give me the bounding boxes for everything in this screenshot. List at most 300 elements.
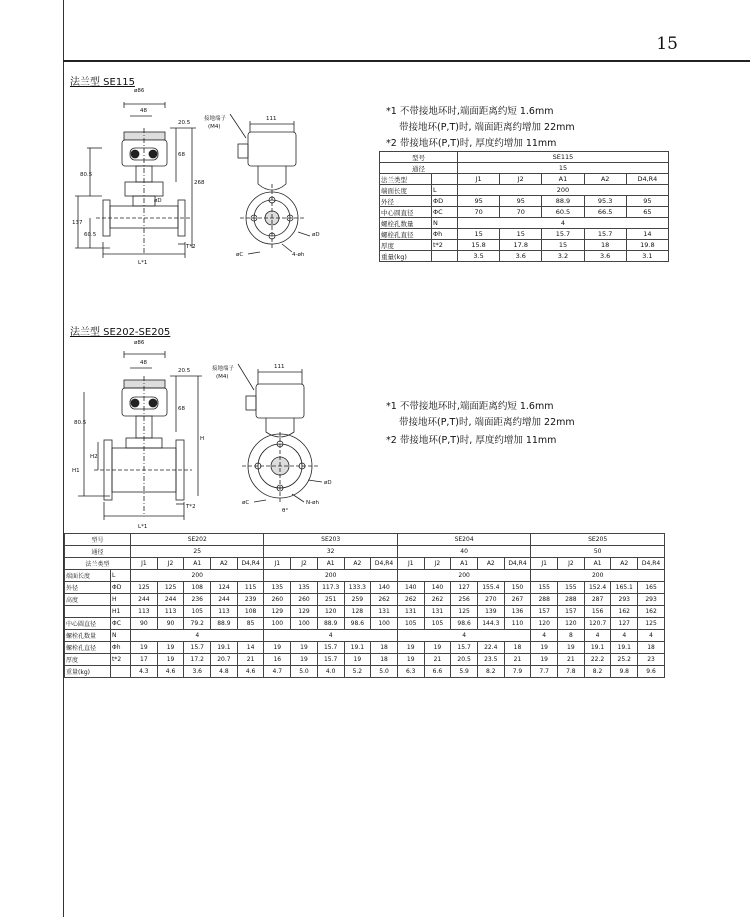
table-cell: 200 bbox=[131, 570, 264, 582]
table-cell: 18 bbox=[584, 240, 626, 251]
table-cell: 144.3 bbox=[477, 618, 504, 630]
row-label: 外径 bbox=[65, 582, 111, 594]
table-cell: 270 bbox=[477, 594, 504, 606]
dim2-h1: H1 bbox=[72, 468, 80, 474]
dim2-d86: ø86 bbox=[134, 340, 145, 346]
table-cell: 100 bbox=[371, 618, 398, 630]
table-cell: 4.8 bbox=[211, 666, 238, 678]
se115-spec-table bbox=[379, 151, 669, 262]
table-cell: 19 bbox=[264, 642, 291, 654]
table-cell: 113 bbox=[211, 606, 238, 618]
row-symbol: ΦD bbox=[432, 196, 458, 207]
table-cell: 293 bbox=[638, 594, 665, 606]
row-label: 螺栓孔直径 bbox=[65, 642, 111, 654]
table-cell: 7.9 bbox=[504, 666, 531, 678]
table-cell: 5.0 bbox=[291, 666, 318, 678]
row-label: 型号 bbox=[380, 152, 458, 163]
row-label: 法兰类型 bbox=[65, 558, 131, 570]
table-cell: 3.5 bbox=[458, 251, 500, 262]
table-cell: 4.0 bbox=[317, 666, 344, 678]
flange-type: A2 bbox=[477, 558, 504, 570]
table-cell: 19 bbox=[531, 642, 558, 654]
table-cell: 98.6 bbox=[451, 618, 478, 630]
table-cell: 288 bbox=[558, 594, 585, 606]
table-cell: 260 bbox=[291, 594, 318, 606]
table-cell: 260 bbox=[264, 594, 291, 606]
table-row bbox=[380, 196, 669, 207]
table-cell: 120 bbox=[531, 618, 558, 630]
note2-1: *1 不带接地环时,端面距离约短 1.6mm bbox=[386, 401, 554, 412]
flange-type: A2 bbox=[611, 558, 638, 570]
flange-type: J2 bbox=[558, 558, 585, 570]
table-cell: 4.6 bbox=[157, 666, 184, 678]
table-cell: 105 bbox=[397, 618, 424, 630]
dim2-od: øD bbox=[324, 480, 332, 486]
table-cell: 66.5 bbox=[584, 207, 626, 218]
label2-m4: (M4) bbox=[216, 374, 229, 380]
model-header: SE202 bbox=[131, 534, 264, 546]
table-row bbox=[380, 218, 669, 229]
note2-3: *2 带接地环(P,T)时, 厚度约增加 11mm bbox=[386, 435, 557, 446]
table-cell: 15 bbox=[500, 229, 542, 240]
table-cell: 19 bbox=[291, 642, 318, 654]
table-cell: 135 bbox=[264, 582, 291, 594]
row-label: 中心圆直径 bbox=[380, 207, 432, 218]
table-cell: 19 bbox=[291, 654, 318, 666]
table-cell: 19 bbox=[157, 642, 184, 654]
table-cell: 200 bbox=[531, 570, 665, 582]
table-cell: 200 bbox=[264, 570, 397, 582]
flange-type: J2 bbox=[291, 558, 318, 570]
dim2-h2: H2 bbox=[90, 454, 98, 460]
table-cell: 95 bbox=[458, 196, 500, 207]
table-cell: A2 bbox=[584, 174, 626, 185]
dim2-20-5: 20.5 bbox=[178, 368, 191, 374]
table-cell: 236 bbox=[184, 594, 211, 606]
table-cell: SE115 bbox=[458, 152, 669, 163]
table-cell: 262 bbox=[397, 594, 424, 606]
row-symbol: t*2 bbox=[111, 654, 131, 666]
table-cell: 162 bbox=[611, 606, 638, 618]
table-cell: 100 bbox=[291, 618, 318, 630]
flange-type: D4,R4 bbox=[504, 558, 531, 570]
model-header: SE203 bbox=[264, 534, 397, 546]
dim-60-5: 60.5 bbox=[84, 232, 97, 238]
table-cell: 287 bbox=[584, 594, 611, 606]
table-cell: 8.2 bbox=[477, 666, 504, 678]
table-cell: 95.3 bbox=[584, 196, 626, 207]
note-1: *1 不带接地环时,端面距离约短 1.6mm bbox=[386, 106, 554, 117]
table-cell: 157 bbox=[531, 606, 558, 618]
table-cell: 108 bbox=[184, 582, 211, 594]
dim-80-5: 80.5 bbox=[80, 172, 93, 178]
table-cell: 262 bbox=[424, 594, 451, 606]
table-cell: 17.2 bbox=[184, 654, 211, 666]
table-row bbox=[380, 251, 669, 262]
table-cell: 3.6 bbox=[500, 251, 542, 262]
table-cell: 155 bbox=[558, 582, 585, 594]
table-cell: 95 bbox=[626, 196, 668, 207]
table-cell: 113 bbox=[131, 606, 158, 618]
table-cell: 3.2 bbox=[542, 251, 584, 262]
row-label: 螺栓孔直径 bbox=[380, 229, 432, 240]
table-cell: 139 bbox=[477, 606, 504, 618]
table-row bbox=[65, 558, 665, 570]
dim2-68: 68 bbox=[178, 406, 185, 412]
table-cell: 18 bbox=[371, 642, 398, 654]
table-cell: 244 bbox=[211, 594, 238, 606]
table-cell: 19.1 bbox=[344, 642, 371, 654]
flange-type: D4,R4 bbox=[237, 558, 264, 570]
table-cell: 19.1 bbox=[211, 642, 238, 654]
table-row bbox=[65, 666, 665, 678]
dim-t2: T*2 bbox=[186, 244, 196, 250]
table-cell: 19 bbox=[131, 642, 158, 654]
table-cell: 105 bbox=[424, 618, 451, 630]
label-ground-terminal: 接地端子 bbox=[204, 116, 227, 122]
table-cell: 251 bbox=[317, 594, 344, 606]
table-cell: D4,R4 bbox=[626, 174, 668, 185]
table-cell: 127 bbox=[611, 618, 638, 630]
table-cell: 125 bbox=[157, 582, 184, 594]
table-cell: A1 bbox=[542, 174, 584, 185]
dim-l1: L*1 bbox=[138, 260, 148, 266]
table-cell: 288 bbox=[531, 594, 558, 606]
table-cell: 7.8 bbox=[558, 666, 585, 678]
page-number: 15 bbox=[656, 34, 678, 54]
table-cell: 4 bbox=[458, 218, 669, 229]
table-cell: 157 bbox=[558, 606, 585, 618]
table-cell: 79.2 bbox=[184, 618, 211, 630]
table-cell: 131 bbox=[424, 606, 451, 618]
table-row bbox=[380, 229, 669, 240]
table-cell: 18 bbox=[638, 642, 665, 654]
table-cell: 21 bbox=[504, 654, 531, 666]
table-cell: 110 bbox=[504, 618, 531, 630]
table-cell: 3.6 bbox=[584, 251, 626, 262]
table-cell: 4 bbox=[611, 630, 638, 642]
row-label: 高度 bbox=[65, 594, 111, 606]
table-row bbox=[380, 152, 669, 163]
table-cell: 4.3 bbox=[131, 666, 158, 678]
row-label: 厚度 bbox=[65, 654, 111, 666]
table-cell: 9.6 bbox=[638, 666, 665, 678]
row-symbol: ΦC bbox=[432, 207, 458, 218]
table-cell: 23.5 bbox=[477, 654, 504, 666]
table-cell: 131 bbox=[397, 606, 424, 618]
table-cell: 4 bbox=[264, 630, 397, 642]
table-cell: 17.8 bbox=[500, 240, 542, 251]
table-row bbox=[65, 594, 665, 606]
table-cell: 125 bbox=[131, 582, 158, 594]
table-cell: 15.8 bbox=[458, 240, 500, 251]
table-cell: 129 bbox=[264, 606, 291, 618]
table-cell: 156 bbox=[584, 606, 611, 618]
table-cell: 244 bbox=[157, 594, 184, 606]
table-cell: 120 bbox=[317, 606, 344, 618]
table-cell: 125 bbox=[451, 606, 478, 618]
row-label: 中心圆直径 bbox=[65, 618, 111, 630]
dim-268: 268 bbox=[194, 180, 205, 186]
row-label: 重量(kg) bbox=[65, 666, 111, 678]
table-cell: 131 bbox=[371, 606, 398, 618]
row-symbol: ΦC bbox=[111, 618, 131, 630]
table-row bbox=[65, 654, 665, 666]
table-cell: 15 bbox=[458, 163, 669, 174]
dim-48: 48 bbox=[140, 108, 147, 114]
table-cell: 9.8 bbox=[611, 666, 638, 678]
table-cell: 140 bbox=[371, 582, 398, 594]
dim2-t2: T*2 bbox=[186, 504, 196, 510]
table-row bbox=[65, 534, 665, 546]
row-label: 螺栓孔数量 bbox=[65, 630, 111, 642]
table-cell: 15 bbox=[458, 229, 500, 240]
flange-type: D4,R4 bbox=[371, 558, 398, 570]
table-row bbox=[380, 240, 669, 251]
row-symbol: H bbox=[111, 594, 131, 606]
table-cell: 4.6 bbox=[237, 666, 264, 678]
table-cell: 155.4 bbox=[477, 582, 504, 594]
row-label: 外径 bbox=[380, 196, 432, 207]
table-cell: 4 bbox=[531, 630, 558, 642]
dim2-oc: øC bbox=[242, 500, 250, 506]
row-label: 型号 bbox=[65, 534, 131, 546]
table-cell: 15.7 bbox=[317, 642, 344, 654]
bore-header: 25 bbox=[131, 546, 264, 558]
row-label: 厚度 bbox=[380, 240, 432, 251]
table-cell: 88.9 bbox=[211, 618, 238, 630]
margin-rule bbox=[63, 0, 64, 917]
table-cell: 4 bbox=[397, 630, 530, 642]
row-symbol: L bbox=[111, 570, 131, 582]
row-label bbox=[65, 606, 111, 618]
note2-2: 带接地环(P,T)时, 端面距离约增加 22mm bbox=[399, 417, 575, 428]
table-cell: 293 bbox=[611, 594, 638, 606]
table-cell: 165 bbox=[638, 582, 665, 594]
table-cell: 90 bbox=[131, 618, 158, 630]
table-cell: 200 bbox=[397, 570, 530, 582]
table-cell: 8 bbox=[558, 630, 585, 642]
table-cell: 19 bbox=[397, 654, 424, 666]
se115-drawing bbox=[70, 84, 360, 270]
table-cell: 19 bbox=[558, 642, 585, 654]
table-cell: 155 bbox=[531, 582, 558, 594]
flange-type: A2 bbox=[344, 558, 371, 570]
table-cell: 6.3 bbox=[397, 666, 424, 678]
row-label: 法兰类型 bbox=[380, 174, 432, 185]
table-cell: 129 bbox=[291, 606, 318, 618]
table-cell: 128 bbox=[344, 606, 371, 618]
se202-205-drawing bbox=[70, 336, 370, 532]
row-label: 通径 bbox=[65, 546, 131, 558]
dim2-111: 111 bbox=[274, 364, 285, 370]
row-label: 通径 bbox=[380, 163, 458, 174]
table-cell: 165.1 bbox=[611, 582, 638, 594]
table-cell: 18 bbox=[371, 654, 398, 666]
table-cell: 140 bbox=[397, 582, 424, 594]
table-cell: 256 bbox=[451, 594, 478, 606]
table-cell: 70 bbox=[500, 207, 542, 218]
table-row bbox=[380, 174, 669, 185]
table-row bbox=[380, 163, 669, 174]
table-cell: 140 bbox=[424, 582, 451, 594]
table-cell: 125 bbox=[638, 618, 665, 630]
dim2-l1: L*1 bbox=[138, 524, 148, 530]
table-cell: 136 bbox=[504, 606, 531, 618]
note-2: 带接地环(P,T)时, 端面距离约增加 22mm bbox=[399, 122, 575, 133]
table-cell: 4 bbox=[638, 630, 665, 642]
table-cell: 65 bbox=[626, 207, 668, 218]
note-3: *2 带接地环(P,T)时, 厚度约增加 11mm bbox=[386, 138, 557, 149]
row-label: 重量(kg) bbox=[380, 251, 432, 262]
dim2-80-5: 80.5 bbox=[74, 420, 87, 426]
flange-type: J1 bbox=[131, 558, 158, 570]
table-cell: 18 bbox=[504, 642, 531, 654]
table-cell: 19.1 bbox=[611, 642, 638, 654]
table-cell: 14 bbox=[626, 229, 668, 240]
row-symbol: Φh bbox=[432, 229, 458, 240]
dim-20-5: 20.5 bbox=[178, 120, 191, 126]
dim-111: 111 bbox=[266, 116, 277, 122]
table-cell: 15.7 bbox=[542, 229, 584, 240]
table-cell: 4.7 bbox=[264, 666, 291, 678]
table-cell: 22.4 bbox=[477, 642, 504, 654]
dim-137: 137 bbox=[72, 220, 83, 226]
flange-type: D4,R4 bbox=[638, 558, 665, 570]
table-cell: 19 bbox=[344, 654, 371, 666]
table-cell: 3.6 bbox=[184, 666, 211, 678]
table-cell: 5.2 bbox=[344, 666, 371, 678]
table-cell: 85 bbox=[237, 618, 264, 630]
dim2-holes: N-øh bbox=[306, 500, 319, 506]
table-cell: 16 bbox=[264, 654, 291, 666]
flange-type: J2 bbox=[157, 558, 184, 570]
table-cell: 70 bbox=[458, 207, 500, 218]
table-cell: 98.6 bbox=[344, 618, 371, 630]
table-cell: 239 bbox=[237, 594, 264, 606]
table-cell: 15.7 bbox=[184, 642, 211, 654]
flange-type: J1 bbox=[397, 558, 424, 570]
table-cell: 127 bbox=[451, 582, 478, 594]
bore-header: 40 bbox=[397, 546, 530, 558]
row-symbol bbox=[111, 666, 131, 678]
flange-type: J2 bbox=[424, 558, 451, 570]
table-cell: 4 bbox=[131, 630, 264, 642]
se202-205-spec-table bbox=[64, 533, 665, 678]
section1-title: 法兰型 SE115 bbox=[70, 77, 135, 88]
flange-type: A1 bbox=[584, 558, 611, 570]
table-cell: 90 bbox=[157, 618, 184, 630]
header-rule bbox=[63, 60, 750, 62]
table-cell: 105 bbox=[184, 606, 211, 618]
table-cell: 8.2 bbox=[584, 666, 611, 678]
row-symbol bbox=[432, 174, 458, 185]
table-cell: 120.7 bbox=[584, 618, 611, 630]
row-symbol: Φh bbox=[111, 642, 131, 654]
table-cell: 88.9 bbox=[317, 618, 344, 630]
table-cell: 17 bbox=[131, 654, 158, 666]
label-m4: (M4) bbox=[208, 124, 221, 130]
dim2-48: 48 bbox=[140, 360, 147, 366]
table-cell: 133.3 bbox=[344, 582, 371, 594]
dim-oc: øC bbox=[236, 252, 244, 258]
table-cell: 115 bbox=[237, 582, 264, 594]
table-cell: 152.4 bbox=[584, 582, 611, 594]
table-cell: 15.7 bbox=[584, 229, 626, 240]
flange-type: A1 bbox=[451, 558, 478, 570]
dim-68: 68 bbox=[178, 152, 185, 158]
table-row bbox=[65, 546, 665, 558]
flange-type: A1 bbox=[184, 558, 211, 570]
row-symbol: t*2 bbox=[432, 240, 458, 251]
table-cell: 19 bbox=[424, 642, 451, 654]
flange-type: J1 bbox=[264, 558, 291, 570]
table-cell: 21 bbox=[558, 654, 585, 666]
row-label: 端面长度 bbox=[380, 185, 432, 196]
table-row bbox=[380, 185, 669, 196]
table-cell: 14 bbox=[237, 642, 264, 654]
table-row bbox=[65, 582, 665, 594]
dim-od: øD bbox=[154, 198, 162, 204]
dim-od-front: øD bbox=[312, 232, 320, 238]
dim2-theta: θ° bbox=[282, 508, 289, 514]
table-cell: 124 bbox=[211, 582, 238, 594]
table-cell: 88.9 bbox=[542, 196, 584, 207]
table-row bbox=[380, 207, 669, 218]
table-cell: 19 bbox=[397, 642, 424, 654]
table-cell: 3.1 bbox=[626, 251, 668, 262]
table-cell: J2 bbox=[500, 174, 542, 185]
row-symbol: H1 bbox=[111, 606, 131, 618]
model-header: SE205 bbox=[531, 534, 665, 546]
table-cell: 7.7 bbox=[531, 666, 558, 678]
table-cell: 267 bbox=[504, 594, 531, 606]
table-cell: 4 bbox=[584, 630, 611, 642]
table-cell: 162 bbox=[638, 606, 665, 618]
section2-title: 法兰型 SE202-SE205 bbox=[70, 327, 171, 338]
table-cell: 20.5 bbox=[451, 654, 478, 666]
table-cell: 19 bbox=[531, 654, 558, 666]
table-cell: J1 bbox=[458, 174, 500, 185]
table-cell: 108 bbox=[237, 606, 264, 618]
table-cell: 22.2 bbox=[584, 654, 611, 666]
bore-header: 32 bbox=[264, 546, 397, 558]
table-cell: 23 bbox=[638, 654, 665, 666]
table-cell: 20.7 bbox=[211, 654, 238, 666]
row-symbol bbox=[432, 251, 458, 262]
bore-header: 50 bbox=[531, 546, 665, 558]
dim-d86: ø86 bbox=[134, 88, 145, 94]
table-cell: 120 bbox=[558, 618, 585, 630]
table-row bbox=[65, 642, 665, 654]
row-symbol: N bbox=[111, 630, 131, 642]
table-row bbox=[65, 630, 665, 642]
table-cell: 5.9 bbox=[451, 666, 478, 678]
table-cell: 15 bbox=[542, 240, 584, 251]
table-cell: 21 bbox=[237, 654, 264, 666]
table-cell: 60.5 bbox=[542, 207, 584, 218]
table-row bbox=[65, 606, 665, 618]
dim2-h: H bbox=[200, 436, 205, 442]
table-cell: 15.7 bbox=[317, 654, 344, 666]
table-cell: 95 bbox=[500, 196, 542, 207]
flange-type: A1 bbox=[317, 558, 344, 570]
table-cell: 259 bbox=[344, 594, 371, 606]
row-label: 螺栓孔数量 bbox=[380, 218, 432, 229]
table-cell: 262 bbox=[371, 594, 398, 606]
table-cell: 25.2 bbox=[611, 654, 638, 666]
table-cell: 113 bbox=[157, 606, 184, 618]
